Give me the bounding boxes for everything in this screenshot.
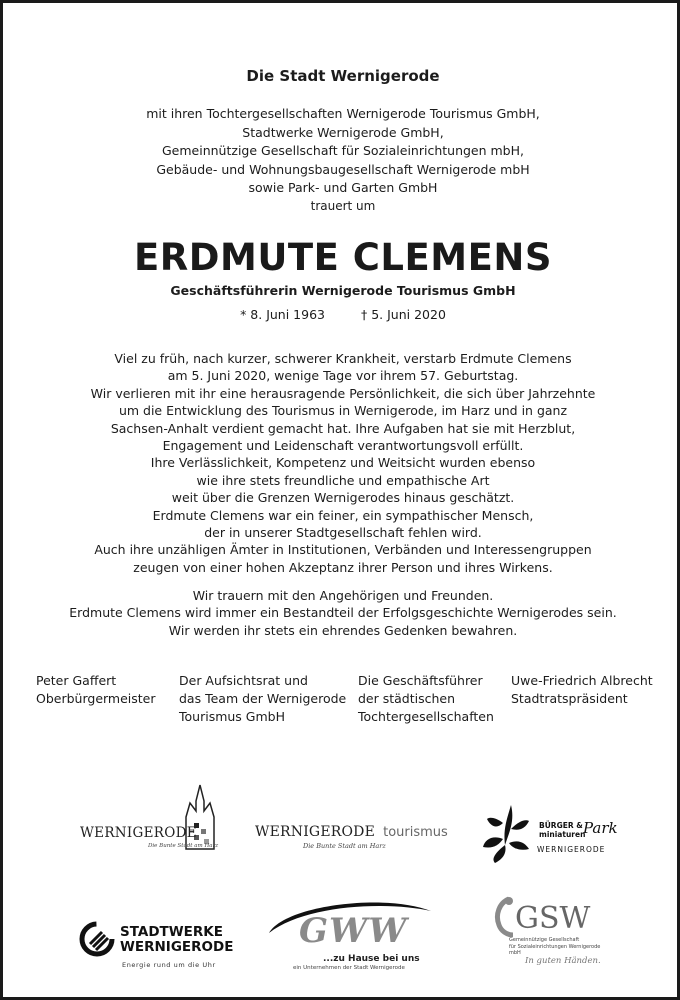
text-line: Sachsen-Anhalt verdient gemacht hat. Ihre Aufgaben hat sie mit Herzblut,	[110, 420, 576, 436]
gsw-logo-desc2: für Sozialeinrichtungen Wernigerode mbH	[509, 944, 601, 956]
closing-line: Wir werden ihr stets ein ehrendes Gedenken bewahren.	[168, 622, 518, 638]
birth-date: * 8. Juni 1963	[240, 307, 325, 322]
subsidiary-line: Stadtwerke Wernigerode GmbH,	[242, 124, 444, 140]
power-swirl-icon	[78, 920, 116, 958]
signatory-line: das Team der Wernigerode	[179, 691, 347, 706]
gsw-logo	[491, 895, 611, 975]
subsidiary-line: Gebäude- und Wohnungsbaugesellschaft Wernigerode mbH	[156, 161, 530, 177]
signatory-line: Der Aufsichtsrat und	[179, 673, 308, 688]
text-line: Ihre Verlässlichkeit, Kompetenz und Weitsicht wurden ebenso	[150, 455, 536, 471]
tourismus-logo-name: WERNIGERODE	[255, 824, 375, 840]
closing-line: Wir trauern mit den Angehörigen und Freunden.	[192, 588, 494, 603]
stadtwerke-logo	[78, 919, 234, 974]
text-line: der in unserer Stadtgesellschaft fehlen wird.	[204, 525, 482, 541]
signatory-line: Stadtratspräsident	[511, 691, 628, 706]
gsw-logo-tagline: In guten Händen.	[525, 956, 601, 966]
text-line: Erdmute Clemens war ein feiner, ein sympathischer Mensch,	[152, 507, 534, 523]
life-dates	[3, 307, 680, 322]
gww-logo-name: GWW	[299, 911, 408, 951]
wernigerode-city-logo	[78, 783, 228, 858]
gww-logo	[265, 897, 435, 977]
gsw-logo-desc1: Gemeinnützige Gesellschaft	[509, 937, 580, 943]
signatory-managers	[358, 672, 494, 726]
signatory-line: Tochtergesellschaften	[358, 709, 494, 724]
subsidiary-line: Gemeinnützige Gesellschaft für Sozialeinrichtungen mbH,	[162, 143, 524, 158]
subsidiaries-list	[3, 105, 680, 198]
text-line: Auch ihre unzähligen Ämter in Institutionen, Verbänden und Interessengruppen	[94, 542, 592, 558]
signatory-line: Oberbürgermeister	[36, 691, 156, 706]
signatory-line: Uwe-Friedrich Albrecht	[511, 673, 653, 688]
miniaturen-park-logo	[481, 799, 618, 869]
death-date: † 5. Juni 2020	[360, 307, 446, 322]
park-logo-line2: miniaturen	[539, 830, 586, 839]
deceased-name: ERDMUTE CLEMENS	[134, 236, 552, 279]
obituary-text	[3, 350, 680, 576]
wernigerode-logo-name: WERNIGERODE	[80, 825, 197, 841]
wernigerode-logo-tagline: Die Bunte Stadt am Harz	[148, 843, 219, 849]
stadtwerke-logo-line1: STADTWERKE	[120, 924, 223, 940]
gww-logo-sub: ein Unternehmen der Stadt Wernigerode	[293, 965, 405, 971]
signatory-council-president	[511, 672, 653, 708]
mourns-text: trauert um	[310, 199, 376, 213]
wernigerode-tourismus-logo	[255, 821, 455, 861]
signatory-board	[179, 672, 346, 726]
tourismus-logo-tagline: Die Bunte Stadt am Harz	[303, 842, 386, 850]
text-line: weit über die Grenzen Wernigerodes hinaus geschätzt.	[171, 490, 515, 506]
plant-icon	[481, 799, 537, 865]
signatory-line: Die Geschäftsführer	[358, 673, 483, 688]
text-line: um die Entwicklung des Tourismus in Wernigerode, im Harz und in ganz	[118, 403, 568, 419]
park-logo-line1: BÜRGER &	[539, 821, 583, 830]
park-logo-city: WERNIGERODE	[537, 845, 606, 854]
park-logo-script: Park	[583, 819, 618, 837]
signatory-mayor	[36, 672, 156, 708]
signatory-line: Tourismus GmbH	[179, 709, 285, 724]
tourismus-logo-suffix: tourismus	[383, 825, 448, 840]
signatory-line: der städtischen	[358, 691, 456, 706]
signatory-line: Peter Gaffert	[36, 673, 117, 688]
org-heading: Die Stadt Wernigerode	[246, 67, 440, 85]
stadtwerke-logo-tagline: Energie rund um die Uhr	[122, 961, 216, 969]
text-line: am 5. Juni 2020, wenige Tage vor ihrem 57. Geburtstag.	[167, 368, 519, 384]
subsidiary-line: sowie Park- und Garten GmbH	[248, 180, 438, 195]
gsw-logo-name: GSW	[515, 901, 591, 936]
subsidiary-line: mit ihren Tochtergesellschaften Wernigerode Tourismus GmbH,	[146, 106, 540, 121]
stadtwerke-logo-line2: WERNIGERODE	[120, 939, 234, 955]
text-line: wie ihre stets freundliche und empathische Art	[196, 472, 490, 488]
gww-logo-tagline: ...zu Hause bei uns	[323, 954, 420, 964]
text-line: zeugen von einer hohen Akzeptanz ihrer Person und ihres Wirkens.	[133, 559, 553, 575]
closing-line: Erdmute Clemens wird immer ein Bestandteil der Erfolgsgeschichte Wernigerodes sein.	[69, 605, 617, 621]
closing-text	[3, 587, 680, 639]
text-line: Engagement und Leidenschaft verantwortungsvoll erfüllt.	[162, 438, 524, 454]
text-line: Wir verlieren mit ihr eine herausragende Persönlichkeit, die sich über Jahrzehnte	[90, 385, 596, 401]
text-line: Viel zu früh, nach kurzer, schwerer Krankheit, verstarb Erdmute Clemens	[114, 351, 572, 366]
deceased-role: Geschäftsführerin Wernigerode Tourismus GmbH	[170, 283, 516, 298]
